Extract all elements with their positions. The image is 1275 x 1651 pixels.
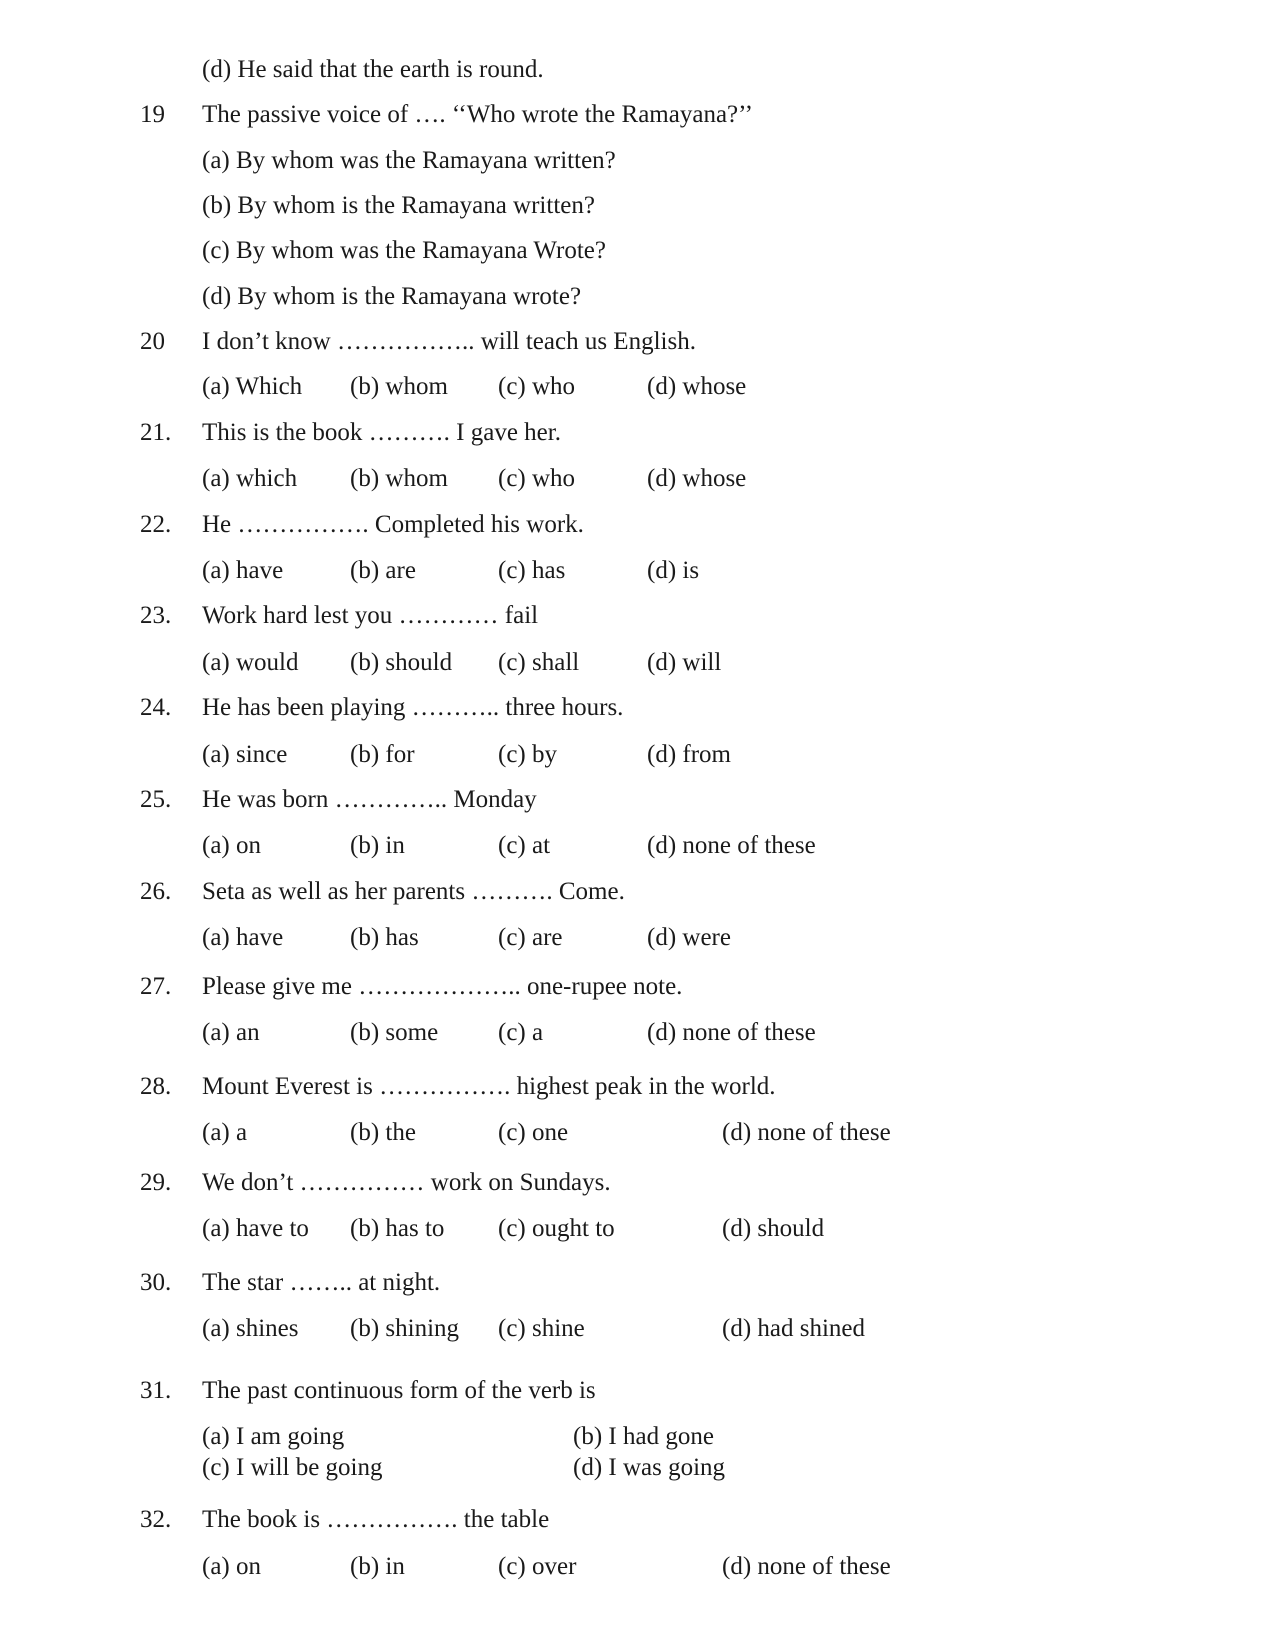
question-text: Seta as well as her parents ………. Come. [202,878,625,905]
question-number: 28. [140,1073,172,1100]
option-d: (d) were [647,924,731,951]
option-c: (c) are [498,924,563,951]
question-number: 20 [140,328,165,355]
option-a: (a) a [202,1119,248,1146]
option-c: (c) shine [498,1315,585,1342]
question-number: 21. [140,419,172,446]
option-d: (d) had shined [722,1315,866,1342]
option-c: (c) I will be going [202,1454,383,1481]
option-c: (c) who [498,465,576,492]
option-b: (b) whom [350,465,448,492]
option-c: (c) By whom was the Ramayana Wrote? [202,237,606,264]
option-b: (b) By whom is the Ramayana written? [202,192,595,219]
option-c: (c) ought to [498,1215,615,1242]
option-b: (b) some [350,1019,439,1046]
question-text: Please give me ……………….. one-rupee note. [202,973,683,1000]
question-text: This is the book ………. I gave her. [202,419,561,446]
question-number: 32. [140,1506,172,1533]
option-b: (b) in [350,1553,405,1580]
question-text: He ……………. Completed his work. [202,511,584,538]
option-b: (b) in [350,832,405,859]
question-text: Work hard lest you ………… fail [202,602,539,629]
question-text: The star …….. at night. [202,1269,441,1296]
option-b: (b) whom [350,373,448,400]
option-c: (c) over [498,1553,577,1580]
option-c: (c) has [498,557,566,584]
question-text: I don’t know …………….. will teach us English. [202,328,696,355]
option-a: (a) would [202,649,299,676]
option-c: (c) shall [498,649,580,676]
option-c: (c) at [498,832,551,859]
question-text: He has been playing ……….. three hours. [202,694,624,721]
option-a: (a) Which [202,373,303,400]
carryover-option: (d) He said that the earth is round. [202,56,544,83]
question-number: 19 [140,101,165,128]
option-b: (b) the [350,1119,416,1146]
question-number: 26. [140,878,172,905]
question-number: 23. [140,602,172,629]
option-a: (a) I am going [202,1423,345,1450]
option-a: (a) have [202,557,284,584]
question-number: 30. [140,1269,172,1296]
option-d: (d) will [647,649,722,676]
option-b: (b) has [350,924,419,951]
option-a: (a) have to [202,1215,309,1242]
question-number: 24. [140,694,172,721]
option-a: (a) since [202,741,288,768]
option-d: (d) none of these [647,832,816,859]
question-text: The passive voice of …. ‘‘Who wrote the Ramayana?’’ [202,101,753,128]
option-b: (b) has to [350,1215,445,1242]
option-b: (b) shining [350,1315,460,1342]
option-b: (b) should [350,649,453,676]
option-c: (c) a [498,1019,544,1046]
option-c: (c) who [498,373,576,400]
option-d: (d) from [647,741,731,768]
option-d: (d) none of these [647,1019,816,1046]
option-a: (a) which [202,465,298,492]
question-text: He was born ………….. Monday [202,786,537,813]
question-number: 31. [140,1377,172,1404]
question-number: 27. [140,973,172,1000]
question-text: We don’t …………… work on Sundays. [202,1169,611,1196]
option-d: (d) By whom is the Ramayana wrote? [202,283,582,310]
option-d: (d) none of these [722,1553,891,1580]
option-d: (d) should [722,1215,825,1242]
option-d: (d) whose [647,373,747,400]
option-a: (a) have [202,924,284,951]
option-a: (a) on [202,1553,261,1580]
question-text: The past continuous form of the verb is [202,1377,596,1404]
option-b: (b) are [350,557,416,584]
option-b: (b) for [350,741,415,768]
option-a: (a) shines [202,1315,299,1342]
option-d: (d) I was going [573,1454,726,1481]
option-d: (d) is [647,557,700,584]
question-text: Mount Everest is ……………. highest peak in the world. [202,1073,776,1100]
question-number: 29. [140,1169,172,1196]
option-a: (a) an [202,1019,260,1046]
option-a: (a) By whom was the Ramayana written? [202,147,616,174]
option-c: (c) by [498,741,557,768]
option-a: (a) on [202,832,261,859]
option-d: (d) whose [647,465,747,492]
option-c: (c) one [498,1119,569,1146]
question-number: 22. [140,511,172,538]
option-b: (b) I had gone [573,1423,714,1450]
question-text: The book is ……………. the table [202,1506,550,1533]
option-d: (d) none of these [722,1119,891,1146]
question-number: 25. [140,786,172,813]
